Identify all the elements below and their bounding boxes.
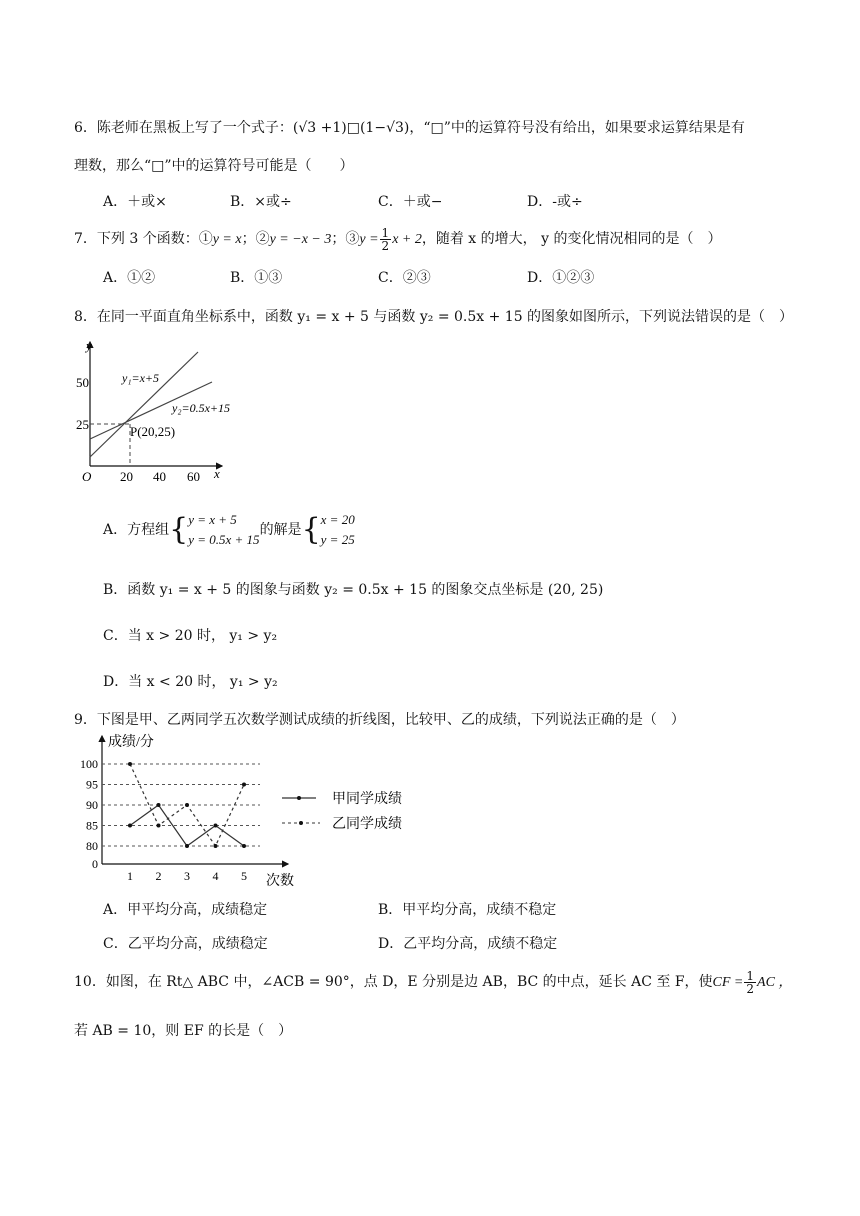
q9-series-point	[157, 803, 161, 807]
q9-x-tick: 2	[155, 869, 162, 883]
q7-stem: 7．下列 3 个函数：①y = x；②y = −x − 3；③y = $\frac{1}{2}$ x + 2，随着 x 的增大， y 的变化情况相同的是（ ）	[74, 225, 722, 253]
q6-option-a[interactable]: A．＋或×	[103, 194, 167, 210]
q6-line2: 理数，那么“□”中的运算符号可能是（ ）	[74, 158, 354, 174]
q9-y-tick: 80	[86, 839, 98, 853]
q6-line1: 6．陈老师在黑板上写了一个式子：(√3 +1)□(1−√3)，“□”中的运算符号没有给出，如果要求运算结果是有	[74, 120, 745, 136]
q9-y-tick: 95	[86, 777, 98, 792]
q9-series-point	[214, 844, 218, 848]
q8-stem: 8．在同一平面直角坐标系中，函数 y₁ = x + 5 与函数 y₂ = 0.5x + 15 的图象如图所示，下列说法错误的是（ ）	[74, 309, 794, 325]
q10-line1: 10．如图，在 Rt△ ABC 中，∠ACB = 90°，点 D，E 分别是边 AB，BC 的中点，延长 AC 至 F，使CF = $\frac{1}{2}$ AC ，	[74, 968, 793, 996]
q9-series-point	[242, 783, 246, 787]
q9-legend-yi: 乙同学成绩	[332, 817, 402, 832]
q8-line1-label: y₁=x+5	[122, 371, 160, 385]
q9-x-tick: 3	[184, 869, 190, 883]
q8-x-tick-20: 20	[120, 469, 133, 484]
q8-y-tick-50: 50	[76, 375, 89, 390]
q9-x-tick: 5	[241, 869, 247, 883]
q9-legend	[282, 790, 402, 832]
q8-option-d[interactable]: D．当 x < 20 时， y₁ > y₂	[103, 674, 278, 690]
q9-series-point	[128, 762, 132, 766]
q8-point-label: P(20,25)	[130, 424, 176, 439]
q9-y-tick: 100	[80, 757, 98, 771]
q9-legend-dashed-dot	[299, 821, 303, 825]
q9-legend-jia: 甲同学成绩	[332, 792, 402, 807]
q7-option-b[interactable]: B．①③	[230, 270, 283, 286]
q9-series-point	[242, 844, 246, 848]
q9-y-tick: 0	[92, 857, 98, 871]
q9-x-axis-label: 次数	[266, 874, 294, 889]
q6-option-c[interactable]: C．＋或−	[378, 194, 443, 210]
q9-line-chart	[70, 732, 430, 892]
q9-option-d[interactable]: D．乙平均分高，成绩不稳定	[378, 936, 558, 952]
q10-fraction: $\frac{1}{2}$	[746, 968, 755, 996]
q9-series-point	[214, 824, 218, 828]
q9-series-point	[185, 803, 189, 807]
q8-line2-label: y₂=0.5x+15	[172, 401, 231, 415]
q9-legend-solid-dot	[297, 796, 301, 800]
q7-option-c[interactable]: C．②③	[378, 270, 431, 286]
q8-option-c[interactable]: C．当 x > 20 时， y₁ > y₂	[103, 628, 278, 644]
q6-option-b[interactable]: B．×或÷	[230, 194, 292, 210]
q9-series-point	[157, 824, 161, 828]
q9-stem: 9．下图是甲、乙两同学五次数学测试成绩的折线图，比较甲、乙的成绩，下列说法正确的是（ ）	[74, 712, 685, 728]
q7-fraction: $\frac{1}{2}$	[381, 225, 390, 253]
q8-y-axis-label: y	[86, 338, 92, 353]
q8-function-graph	[70, 336, 240, 488]
q9-y-tick: 90	[86, 798, 98, 812]
q7-option-d[interactable]: D．①②③	[527, 270, 595, 286]
q8-origin-label: O	[82, 469, 92, 484]
q7-option-a[interactable]: A．①②	[103, 270, 156, 286]
q9-option-b[interactable]: B．甲平均分高，成绩不稳定	[378, 902, 557, 918]
q9-series-point	[185, 844, 189, 848]
q8-option-b[interactable]: B．函数 y₁ = x + 5 的图象与函数 y₂ = 0.5x + 15 的图象交点坐标是 (20, 25)	[103, 582, 604, 598]
q10-line2: 若 AB = 10，则 EF 的长是（ ）	[74, 1023, 293, 1039]
q8-y-tick-25: 25	[76, 417, 89, 432]
q8-x-axis-label: x	[214, 466, 220, 481]
q9-x-tick: 1	[127, 869, 133, 883]
q9-y-axis-label: 成绩/分	[108, 735, 154, 750]
q9-option-c[interactable]: C．乙平均分高，成绩稳定	[103, 936, 268, 952]
q6-option-d[interactable]: D．-或÷	[527, 194, 583, 210]
q8-x-tick-40: 40	[153, 469, 166, 484]
q8-option-a[interactable]: A．方程组{ y = x + 5 y = 0.5x + 15 的解是{ x = 20 y = 25	[103, 512, 355, 547]
q9-y-tick: 85	[86, 818, 98, 833]
q8-x-tick-60: 60	[187, 469, 200, 484]
q9-option-a[interactable]: A．甲平均分高，成绩稳定	[103, 902, 268, 918]
q9-series-point	[128, 824, 132, 828]
q9-x-tick: 4	[212, 869, 219, 883]
